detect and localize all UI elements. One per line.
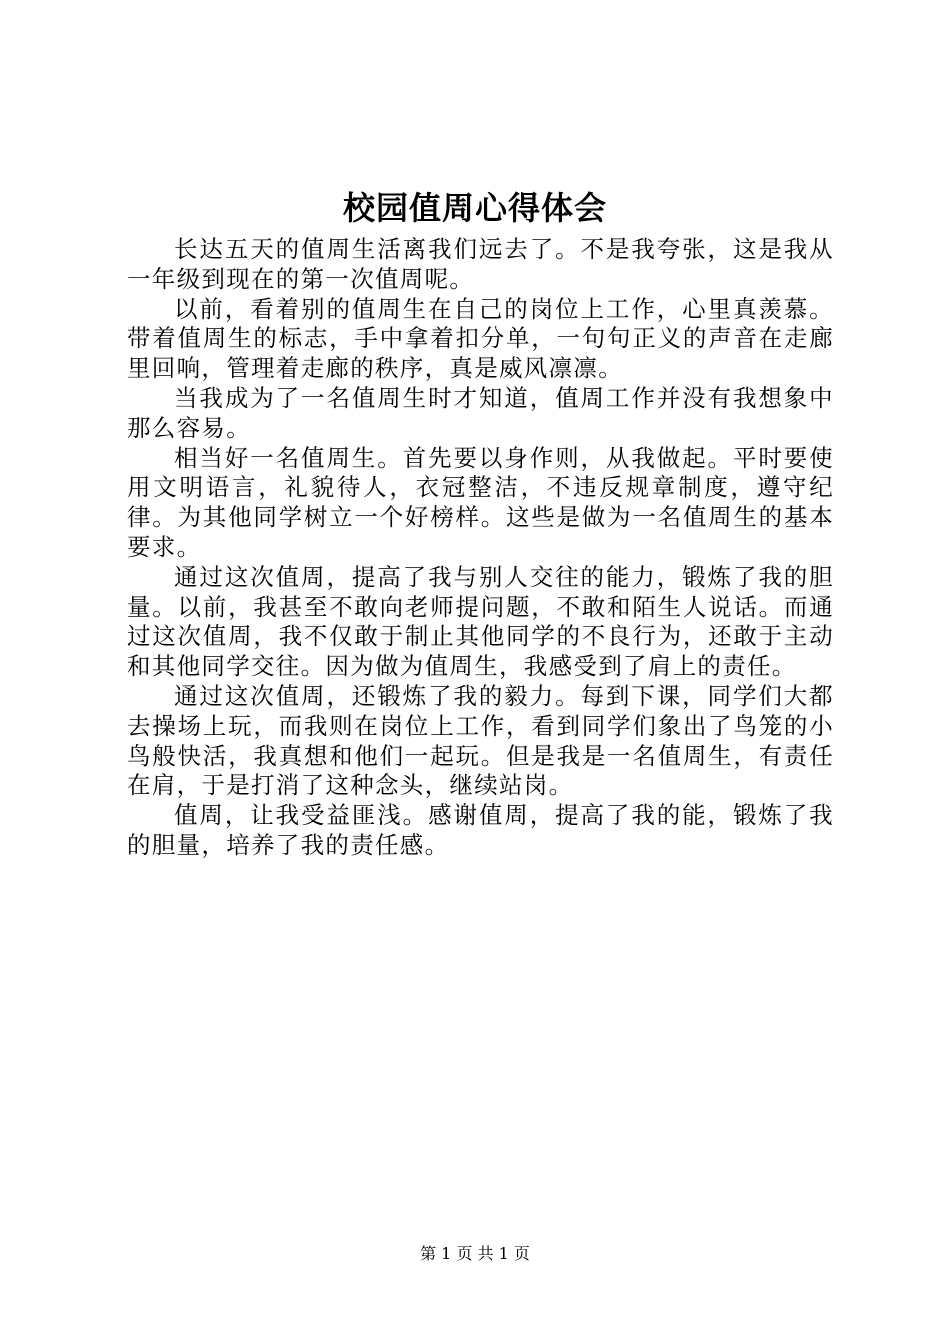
paragraph-4: 相当好一名值周生。首先要以身作则，从我做起。平时要使用文明语言，礼貌待人，衣冠整洁，不违反规章制度，遵守纪律。为其他同学树立一个好榜样。这些是做为一名值周生的基本要求。 xyxy=(127,443,834,561)
paragraph-7: 值周，让我受益匪浅。感谢值周，提高了我的能，锻炼了我的胆量，培养了我的责任感。 xyxy=(127,801,834,859)
paragraph-6: 通过这次值周，还锻炼了我的毅力。每到下课，同学们大都去操场上玩，而我则在岗位上工作，看到同学们象出了鸟笼的小鸟般快活，我真想和他们一起玩。但是我是一名值周生，有责任在肩，于是打消了这种念头，继续站岗。 xyxy=(127,681,834,800)
document-body xyxy=(127,235,834,861)
paragraph-5: 通过这次值周，提高了我与别人交往的能力，锻炼了我的胆量。以前，我甚至不敢向老师提问题，不敢和陌生人说话。而通过这次值周，我不仅敢于制止其他同学的不良行为，还敢于主动和其他同学交往。因为做为值周生，我感受到了肩上的责任。 xyxy=(127,562,834,681)
paragraph-2: 以前，看着别的值周生在自己的岗位上工作，心里真羡慕。带着值周生的标志，手中拿着扣分单，一句句正义的声音在走廊里回响，管理着走廊的秩序，真是威风凛凛。 xyxy=(127,294,834,383)
paragraph-3: 当我成为了一名值周生时才知道，值周工作并没有我想象中那么容易。 xyxy=(127,383,834,442)
paragraph-1: 长达五天的值周生活离我们远去了。不是我夸张，这是我从一年级到现在的第一次值周呢。 xyxy=(127,235,834,293)
document-title: 校园值周心得体会 xyxy=(342,189,607,227)
page-footer: 第 1 页 共 1 页 xyxy=(420,1244,530,1263)
